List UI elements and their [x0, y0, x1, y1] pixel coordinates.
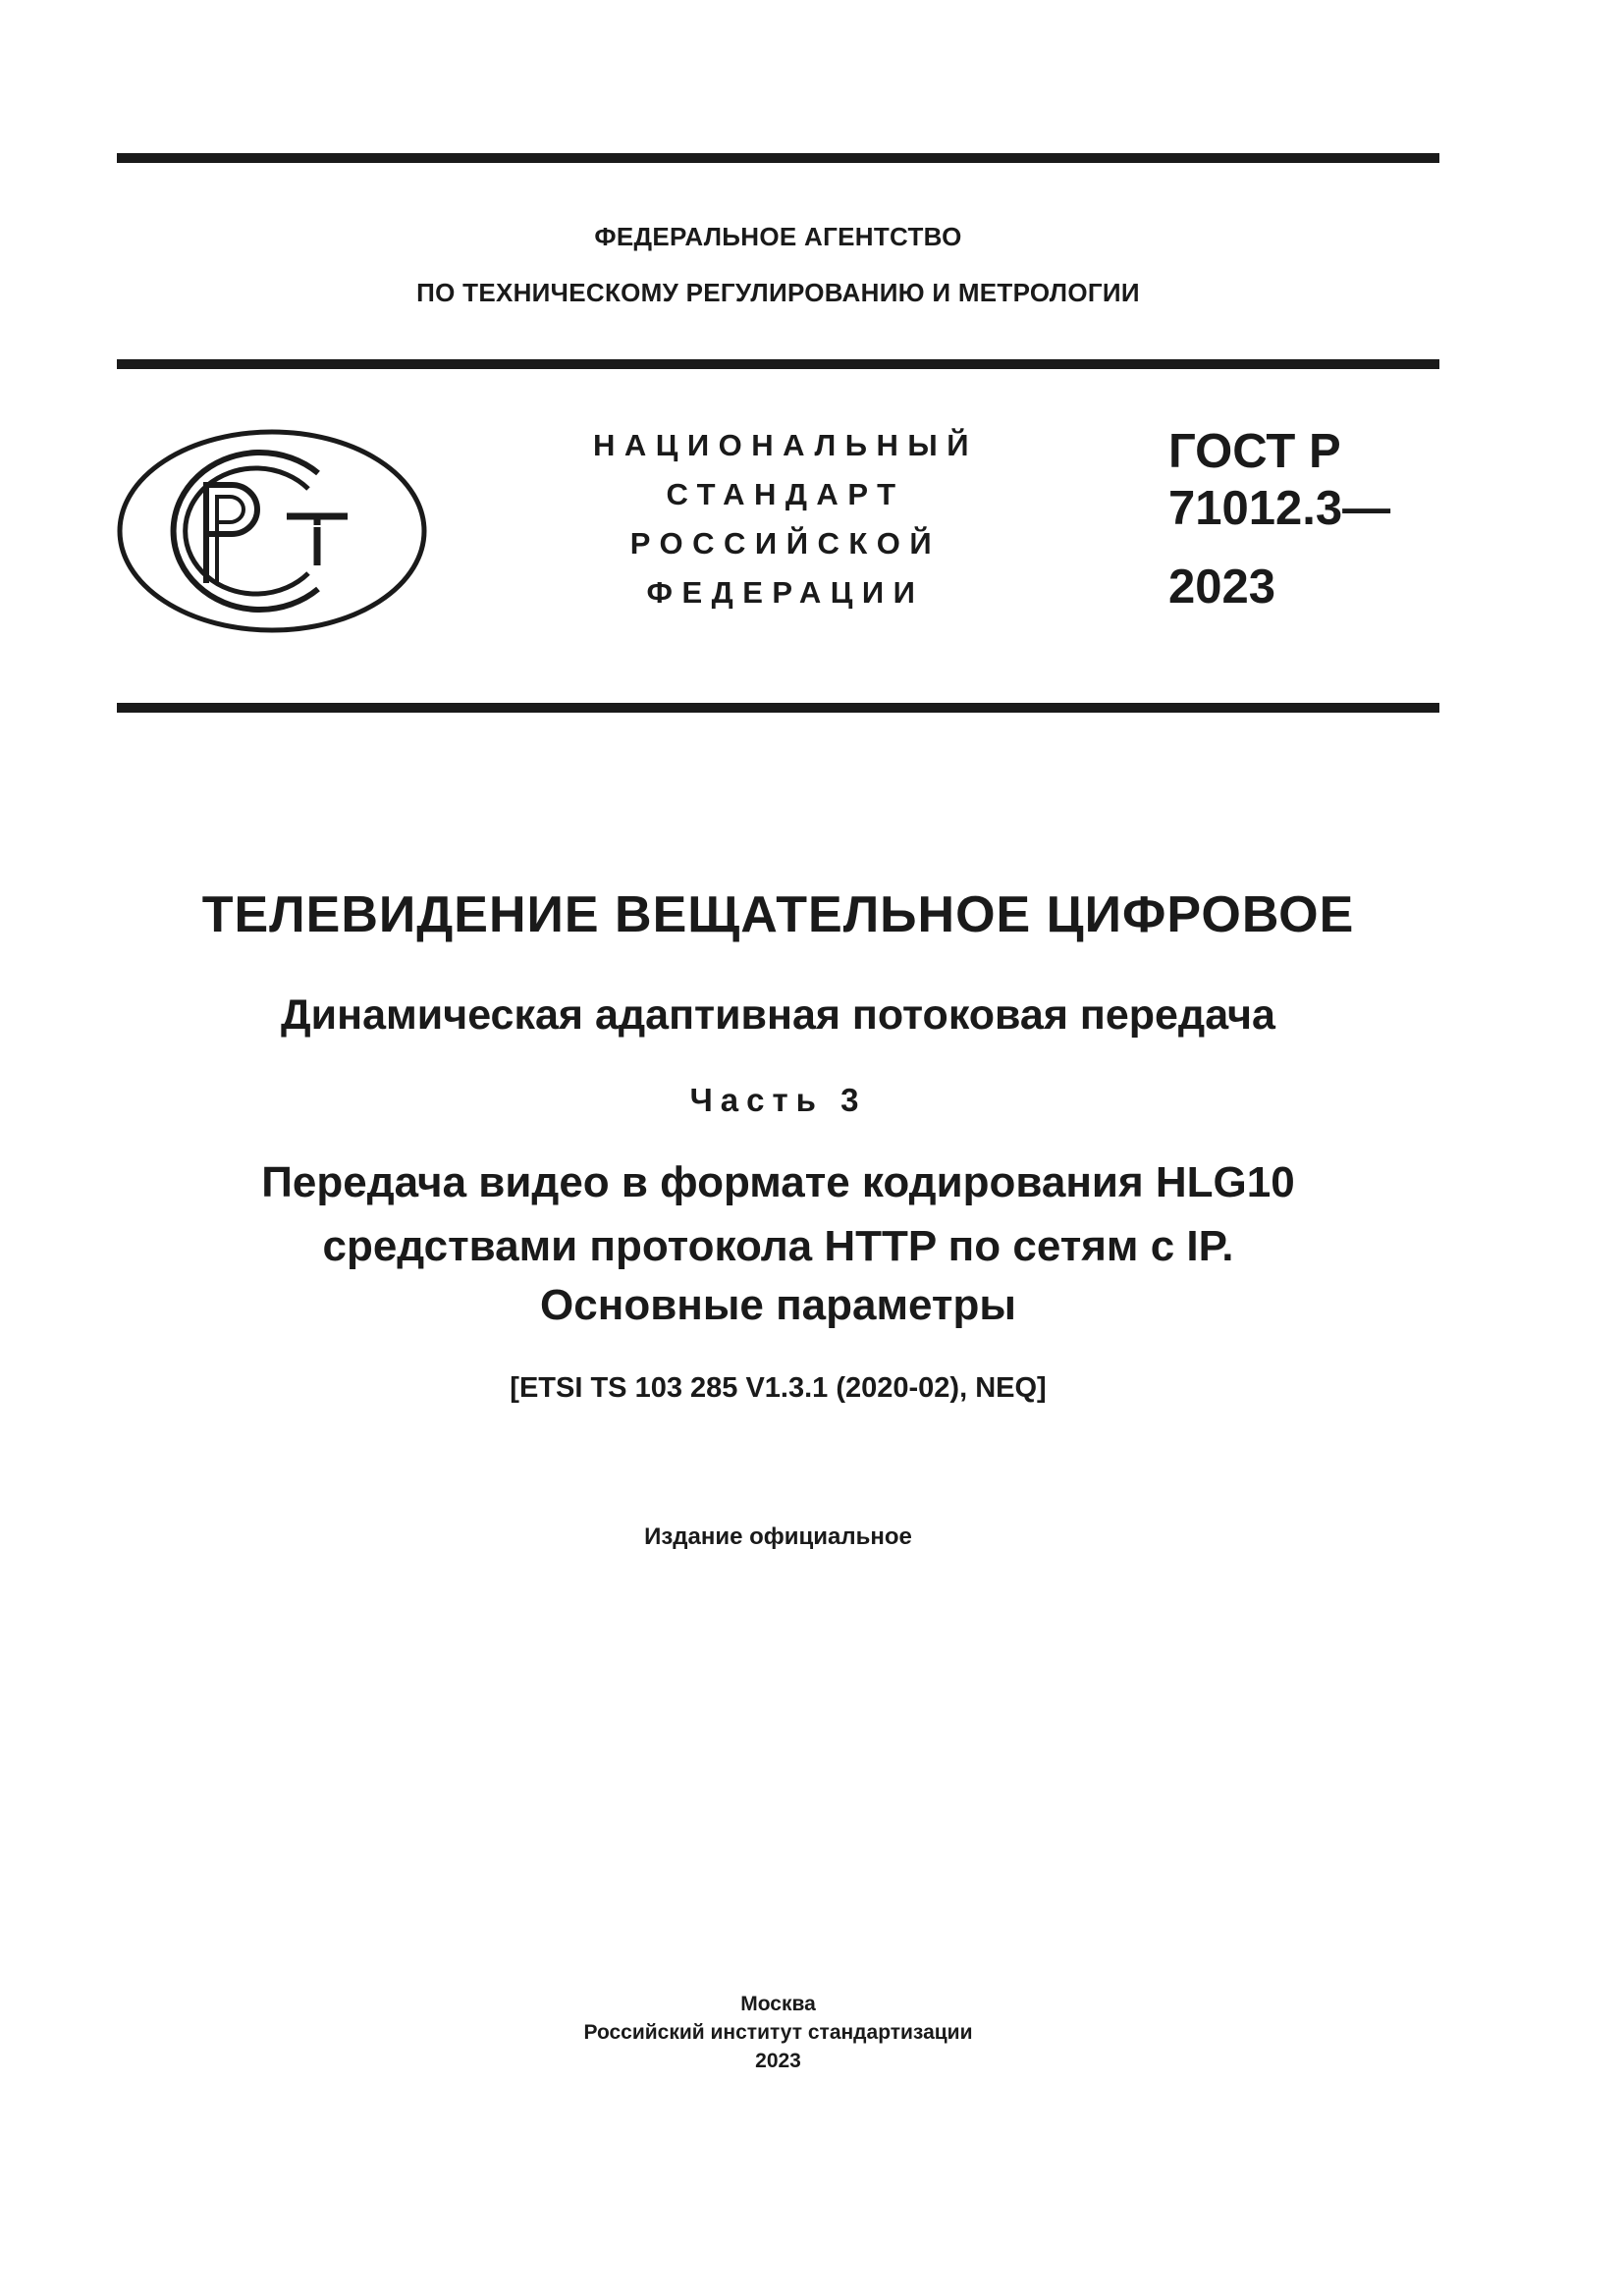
- document-main-title: ТЕЛЕВИДЕНИЕ ВЕЩАТЕЛЬНОЕ ЦИФРОВОЕ: [201, 886, 1355, 943]
- standard-designation-line2: 71012.3—: [1168, 482, 1391, 535]
- imprint-publisher: Российский институт стандартизации: [583, 2021, 973, 2044]
- agency-name-line1: ФЕДЕРАЛЬНОЕ АГЕНТСТВО: [594, 222, 962, 251]
- rst-certification-mark-icon: [116, 428, 428, 634]
- top-divider: [117, 153, 1439, 163]
- national-standard-line3: РОССИЙСКОЙ: [629, 526, 942, 561]
- header-bottom-divider: [117, 703, 1439, 713]
- part-label: Часть 3: [689, 1082, 867, 1118]
- edition-label: Издание официальное: [644, 1523, 912, 1550]
- part-title-line1: Передача видео в формате кодирования HLG10: [261, 1158, 1295, 1206]
- agency-name-line2: ПО ТЕХНИЧЕСКОМУ РЕГУЛИРОВАНИЮ И МЕТРОЛОГИИ: [416, 278, 1140, 307]
- document-subtitle: Динамическая адаптивная потоковая передача: [281, 991, 1275, 1039]
- header-divider: [117, 359, 1439, 369]
- imprint-city: Москва: [740, 1993, 816, 2015]
- reference-standard: [ETSI TS 103 285 V1.3.1 (2020-02), NEQ]: [510, 1372, 1047, 1404]
- imprint-year: 2023: [755, 2050, 801, 2072]
- national-standard-line2: СТАНДАРТ: [666, 477, 905, 511]
- standard-designation-line1: ГОСТ Р: [1168, 425, 1341, 478]
- national-standard-line4: ФЕДЕРАЦИИ: [646, 575, 925, 610]
- national-standard-line1: НАЦИОНАЛЬНЫЙ: [592, 428, 979, 462]
- part-title-line2: средствами протокола HTTP по сетям с IP.: [322, 1222, 1234, 1270]
- standard-designation-line3: 2023: [1168, 561, 1276, 614]
- part-title-line3: Основные параметры: [540, 1281, 1016, 1329]
